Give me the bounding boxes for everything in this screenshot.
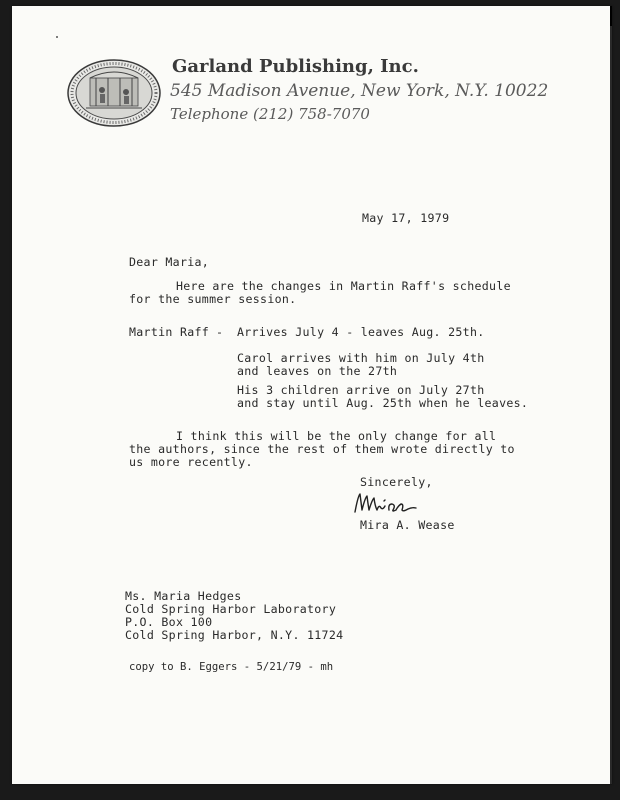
paper-speck: [56, 36, 58, 38]
company-phone: Telephone (212) 758-7070: [170, 105, 370, 123]
recipient-line-2: Cold Spring Harbor Laboratory: [125, 602, 337, 616]
schedule-arrival: Arrives July 4 - leaves Aug. 25th.: [237, 325, 485, 339]
copy-note: copy to B. Eggers - 5/21/79 - mh: [129, 661, 334, 673]
signer-name: Mira A. Wease: [360, 518, 455, 532]
letter-page: [12, 6, 612, 784]
schedule-dash: -: [216, 325, 224, 339]
company-name: Garland Publishing, Inc.: [172, 56, 419, 77]
recipient-line-3: P.O. Box 100: [125, 615, 213, 629]
schedule-carol-line-2: and leaves on the 27th: [237, 364, 398, 378]
schedule-carol-line-1: Carol arrives with him on July 4th: [237, 351, 485, 365]
closing: Sincerely,: [360, 475, 433, 489]
paper-edge: [610, 6, 612, 784]
schedule-name: Martin Raff: [129, 325, 210, 339]
intro-line-2: for the summer session.: [129, 292, 297, 306]
letter-date: May 17, 1979: [362, 211, 450, 225]
recipient-line-4: Cold Spring Harbor, N.Y. 11724: [125, 628, 344, 642]
company-address: 545 Madison Avenue, New York, N.Y. 10022: [170, 81, 549, 101]
schedule-children-line-1: His 3 children arrive on July 27th: [237, 383, 485, 397]
recipient-line-1: Ms. Maria Hedges: [125, 589, 242, 603]
schedule-children-line-2: and stay until Aug. 25th when he leaves.: [237, 396, 529, 410]
intro-line-1: Here are the changes in Martin Raff's schedule: [176, 279, 511, 293]
closing-para-line-2: the authors, since the rest of them wrote directly to: [129, 442, 515, 456]
company-seal-icon: [66, 58, 162, 128]
signature-mira: [352, 490, 422, 516]
closing-para-line-3: us more recently.: [129, 455, 253, 469]
closing-para-line-1: I think this will be the only change for all: [176, 429, 497, 443]
salutation: Dear Maria,: [129, 255, 210, 269]
corner-mark: [610, 6, 612, 26]
